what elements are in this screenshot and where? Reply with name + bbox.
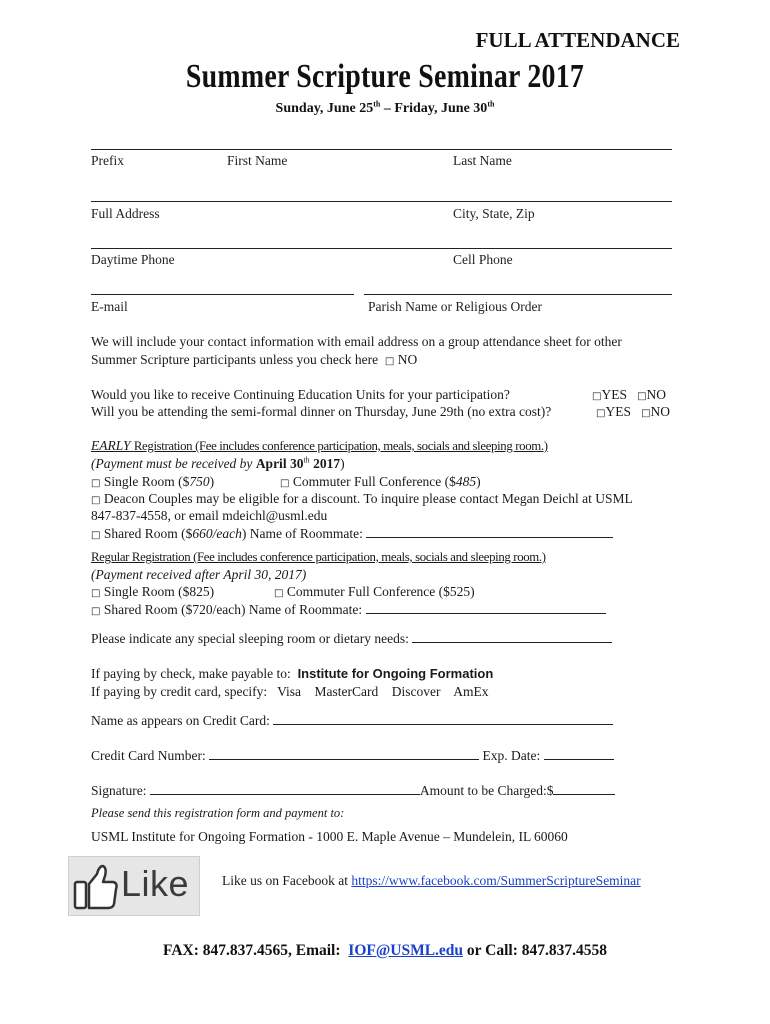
early-payment-deadline: (Payment must be received by April 30th 2017)	[91, 455, 345, 471]
opt-out-checkbox[interactable]: □	[384, 356, 395, 367]
ceu-yes-checkbox[interactable]: □	[592, 391, 602, 402]
exp-date-field[interactable]	[544, 747, 614, 760]
regular-shared-room-option[interactable]: □ Shared Room ($720/each) Name of Roommate:	[91, 601, 606, 620]
ceu-question: Would you like to receive Continuing Education Units for your participation?	[91, 387, 510, 402]
cell-phone-label: Cell Phone	[453, 252, 513, 267]
like-label: Like	[121, 863, 190, 904]
card-payment-line: If paying by credit card, specify: Visa MasterCard Discover AmEx	[91, 684, 489, 699]
regular-commuter-checkbox[interactable]: □	[274, 588, 284, 599]
prefix-label: Prefix	[91, 153, 124, 168]
page-title: Summer Scripture Seminar 2017	[185, 58, 585, 95]
facebook-like-badge[interactable]	[68, 856, 200, 916]
ceu-options: □YES □NO	[592, 387, 667, 402]
attendance-type: FULL ATTENDANCE	[475, 28, 680, 52]
ceu-no-checkbox[interactable]: □	[637, 391, 647, 402]
last-name-label: Last Name	[453, 153, 512, 168]
regular-shared-room-checkbox[interactable]: □	[91, 606, 101, 617]
card-mastercard[interactable]: MasterCard	[314, 684, 379, 699]
card-number-row: Credit Card Number: Exp. Date:	[91, 747, 614, 764]
amount-field[interactable]	[553, 782, 615, 795]
full-address-label: Full Address	[91, 206, 160, 221]
early-single-room-option[interactable]: □ Single Room ($750)	[91, 474, 215, 489]
footer-contact: FAX: 847.837.4565, Email: IOF@USML.edu or Call: 847.837.4558	[163, 942, 607, 959]
regular-single-room-checkbox[interactable]: □	[91, 588, 101, 599]
deacon-discount-line2: 847-837-4558, or email mdeichl@usml.edu	[91, 508, 328, 523]
special-needs-field[interactable]	[412, 630, 612, 643]
early-single-room-checkbox[interactable]: □	[91, 478, 101, 489]
parish-line[interactable]	[364, 294, 672, 295]
signature-field[interactable]	[150, 782, 420, 795]
regular-registration-heading: Regular Registration (Fee includes conference participation, meals, socials and sleeping room.)	[91, 550, 546, 564]
early-roommate-field[interactable]	[366, 525, 613, 538]
contact-notice-line1: We will include your contact information with email address on a group attendance sheet for other	[91, 334, 622, 349]
first-name-label: First Name	[227, 153, 288, 168]
send-instruction: Please send this registration form and payment to:	[91, 806, 345, 820]
early-shared-room-checkbox[interactable]: □	[91, 530, 101, 541]
regular-commuter-option[interactable]: □ Commuter Full Conference ($525)	[274, 584, 475, 599]
regular-single-room-option[interactable]: □ Single Room ($825)	[91, 584, 215, 599]
name-line[interactable]	[91, 149, 672, 150]
parish-label: Parish Name or Religious Order	[368, 299, 542, 314]
early-commuter-option[interactable]: □ Commuter Full Conference ($485)	[280, 474, 481, 489]
email-label: E-mail	[91, 299, 128, 314]
dinner-options: □YES □NO	[596, 404, 671, 419]
card-visa[interactable]: Visa	[277, 684, 302, 699]
early-commuter-checkbox[interactable]: □	[280, 478, 290, 489]
name-on-card-field[interactable]	[273, 712, 613, 725]
signature-row: Signature: Amount to be Charged:$	[91, 782, 615, 799]
early-shared-room-option[interactable]: □ Shared Room ($660/each) Name of Roommate:	[91, 525, 613, 544]
dinner-yes-checkbox[interactable]: □	[596, 408, 606, 419]
phone-line[interactable]	[91, 248, 672, 249]
facebook-line: Like us on Facebook at https://www.facebook.com/SummerScriptureSeminar	[222, 873, 641, 888]
address-line[interactable]	[91, 201, 672, 202]
footer-email-link[interactable]: IOF@USML.edu	[348, 942, 464, 959]
check-payment-line: If paying by check, make payable to: Institute for Ongoing Formation	[91, 666, 494, 681]
regular-roommate-field[interactable]	[366, 601, 606, 614]
regular-payment-note: (Payment received after April 30, 2017)	[91, 567, 307, 582]
card-number-field[interactable]	[209, 747, 479, 760]
opt-out-no-label: NO	[397, 352, 418, 367]
contact-notice-line2: Summer Scripture participants unless you check here □ NO	[91, 352, 418, 367]
dinner-question: Will you be attending the semi-formal dinner on Thursday, June 29th (no extra cost)?	[91, 404, 552, 419]
city-state-zip-label: City, State, Zip	[453, 206, 535, 221]
mailing-address: USML Institute for Ongoing Formation - 1000 E. Maple Avenue – Mundelein, IL 60060	[91, 829, 568, 844]
deacon-discount-line1: □ Deacon Couples may be eligible for a discount. To inquire please contact Megan Deichl at USML	[91, 491, 633, 506]
special-needs-row: Please indicate any special sleeping room or dietary needs:	[91, 630, 612, 647]
deacon-checkbox[interactable]: □	[91, 495, 101, 506]
name-on-card-row: Name as appears on Credit Card:	[91, 712, 613, 729]
card-discover[interactable]: Discover	[391, 684, 441, 699]
email-line[interactable]	[91, 294, 354, 295]
dinner-no-checkbox[interactable]: □	[641, 408, 651, 419]
card-amex[interactable]: AmEx	[453, 684, 489, 699]
early-registration-heading: EARLY Registration (Fee includes conference participation, meals, socials and sleeping room.)	[91, 438, 548, 453]
facebook-link[interactable]: https://www.facebook.com/SummerScriptureSeminar	[351, 873, 641, 888]
thumbs-up-icon	[73, 862, 119, 910]
daytime-phone-label: Daytime Phone	[91, 252, 175, 267]
seminar-dates: Sunday, June 25th – Friday, June 30th	[275, 99, 495, 116]
